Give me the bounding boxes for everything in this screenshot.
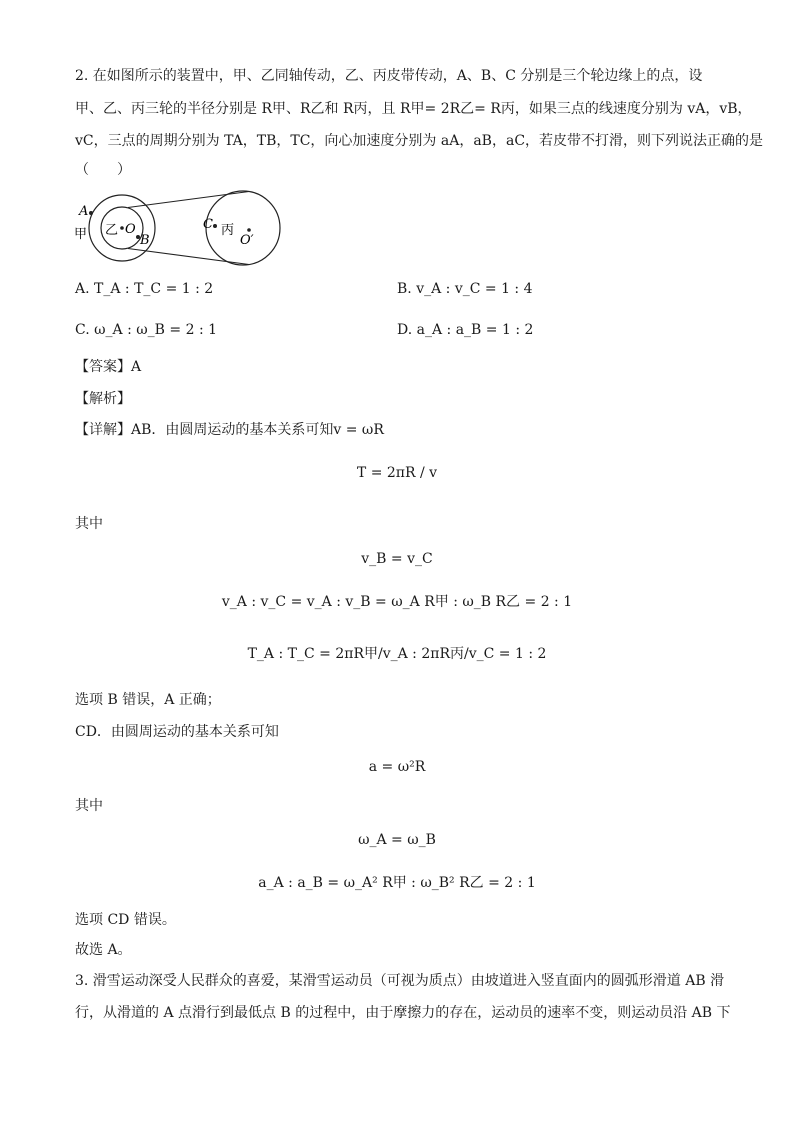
q2-line-3: vC，三点的周期分别为 TA，TB，TC，向心加速度分别为 aA，aB，aC，若皮带不打滑，则下列说法正确的是 bbox=[75, 133, 764, 149]
equation-omega: ω_A = ω_B bbox=[358, 832, 436, 848]
equation-a: a = ω²R bbox=[368, 759, 426, 775]
equation-ratio-v: v_A : v_C = v_A : v_B = ω_A R甲 : ω_B R乙 = 2 : 1 bbox=[221, 594, 573, 610]
label-A: A bbox=[79, 204, 89, 219]
point-O2 bbox=[247, 228, 251, 232]
equation-vB-vC: v_B = v_C bbox=[361, 551, 433, 567]
qizhong-1: 其中 bbox=[75, 516, 103, 532]
point-O bbox=[120, 226, 124, 230]
label-O: O bbox=[125, 222, 136, 237]
option-B: B. v_A : v_C = 1 : 4 bbox=[397, 281, 533, 297]
cd-line: CD．由圆周运动的基本关系可知 bbox=[75, 724, 279, 740]
label-C: C bbox=[203, 217, 213, 232]
q3-line-2: 行，从滑道的 A 点滑行到最低点 B 的过程中，由于摩擦力的存在，运动员的速率不变，则运动员沿 AB 下 bbox=[75, 1005, 731, 1021]
q2-line-1: 2. 在如图所示的装置中，甲、乙同轴传动，乙、丙皮带传动，A、B、C 分别是三个轮边缘上的点，设 bbox=[75, 68, 703, 84]
q3-line-1: 3. 滑雪运动深受人民群众的喜爱，某滑雪运动员（可视为质点）由坡道进入竖直面内的圆弧形滑道 AB 滑 bbox=[75, 973, 725, 989]
option-D: D. a_A : a_B = 1 : 2 bbox=[397, 322, 534, 338]
option-C: C. ω_A : ω_B = 2 : 1 bbox=[75, 322, 218, 338]
conclusion-2: 选项 CD 错误。 bbox=[75, 912, 176, 928]
answer-label: 【答案】A bbox=[75, 359, 142, 375]
qizhong-2: 其中 bbox=[75, 798, 103, 814]
label-O2: O′ bbox=[240, 233, 254, 248]
detail-line: 【详解】AB．由圆周运动的基本关系可知v = ωR bbox=[75, 422, 384, 438]
equation-ratio-T: T_A : T_C = 2πR甲/v_A : 2πR丙/v_C = 1 : 2 bbox=[247, 646, 547, 662]
choose-line: 故选 A。 bbox=[75, 942, 132, 958]
conclusion-1: 选项 B 错误，A 正确； bbox=[75, 692, 221, 708]
point-C bbox=[213, 224, 217, 228]
point-A bbox=[89, 211, 93, 215]
option-A: A. T_A : T_C = 1 : 2 bbox=[75, 281, 214, 297]
label-bing: 丙 bbox=[221, 223, 235, 238]
belt-top bbox=[128, 192, 249, 208]
pulley-figure bbox=[72, 188, 292, 268]
analysis-label: 【解析】 bbox=[75, 391, 131, 407]
label-B: B bbox=[140, 233, 150, 248]
q2-line-4: （ ） bbox=[75, 162, 131, 178]
q2-line-2: 甲、乙、丙三轮的半径分别是 R甲、R乙和 R丙，且 R甲= 2R乙= R丙，如果三点的线速度分别为 vA，vB， bbox=[75, 101, 752, 117]
belt-bottom bbox=[128, 249, 249, 265]
label-yi: 乙 bbox=[105, 223, 119, 238]
label-jia: 甲 bbox=[74, 227, 88, 242]
wheel-bing bbox=[206, 191, 280, 265]
equation-T: T = 2πR / v bbox=[356, 465, 438, 481]
equation-ratio-a: a_A : a_B = ω_A² R甲 : ω_B² R乙 = 2 : 1 bbox=[258, 875, 536, 891]
